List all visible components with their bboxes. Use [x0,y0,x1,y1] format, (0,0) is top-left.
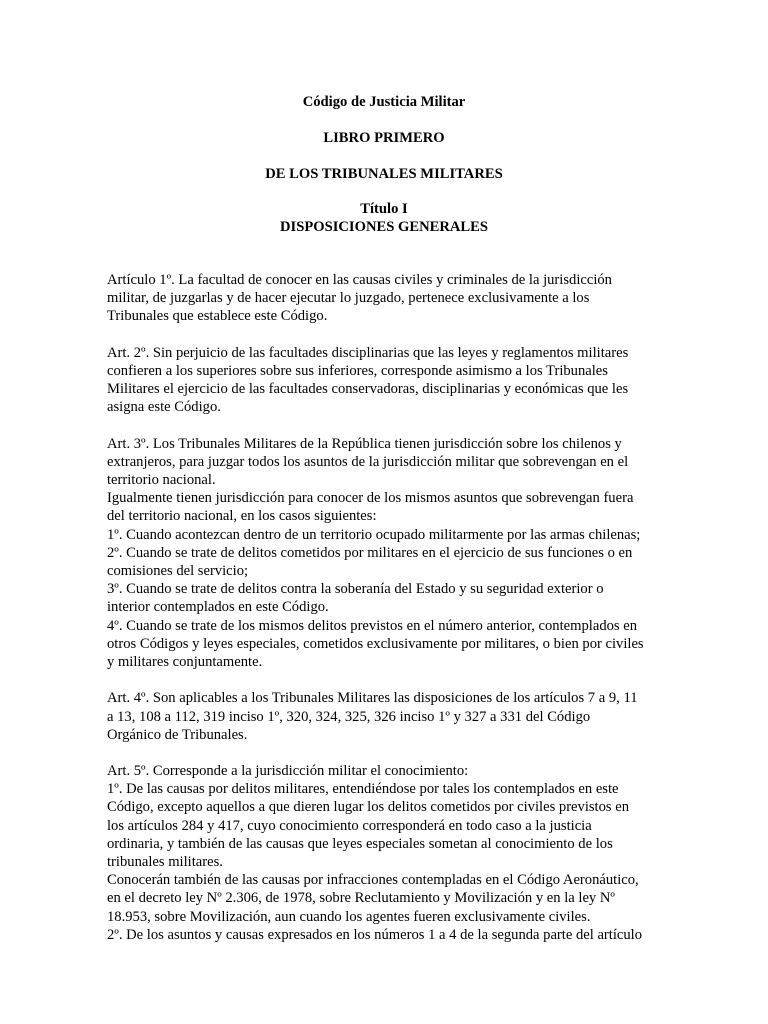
article-3 [107,435,667,671]
text-line: los artículos 284 y 417, cuyo conocimiento corresponderá en todo caso a la justicia [107,817,592,834]
text-line: y militares conjuntamente. [107,653,263,670]
text-line: interior contemplados en este Código. [107,599,329,616]
text-line: otros Códigos y leyes especiales, cometidos exclusivamente por militares, o bien por civiles [107,635,644,652]
text-line: del territorio nacional, en los casos siguientes: [107,508,377,525]
text-line: ordinaria, y también de las causas que leyes especiales sometan al conocimiento de los [107,835,613,852]
text-line: Igualmente tienen jurisdicción para conocer de los mismos asuntos que sobrevengan fuera [107,490,634,507]
book-number: LIBRO PRIMERO [323,130,445,146]
text-line: Art. 4º. Son aplicables a los Tribunales Militares las disposiciones de los artículos 7 a 9, 11 [107,690,638,707]
text-line: 4º. Cuando se trate de los mismos delitos previstos en el número anterior, contemplados en [107,617,638,634]
text-line: Código, excepto aquellos a que dieren lugar los delitos cometidos por civiles previstos en [107,799,630,816]
text-line: 2º. De los asuntos y causas expresados en los números 1 a 4 de la segunda parte del artículo [107,926,643,943]
book-title: DE LOS TRIBUNALES MILITARES [265,166,503,182]
text-line: confieren a los superiores sobre sus inferiores, corresponde asimismo a los Tribunales [107,362,608,379]
text-line: extranjeros, para juzgar todos los asuntos de la jurisdicción militar que sobrevengan en el [107,453,629,470]
text-line: Orgánico de Tribunales. [107,726,248,743]
text-line: Conocerán también de las causas por infracciones contempladas en el Código Aeronáutico, [107,872,639,889]
text-line: 1º. Cuando acontezcan dentro de un territorio ocupado militarmente por las armas chilenas; [107,526,641,543]
text-line: Militares el ejercicio de las facultades conservadoras, disciplinarias y económicas que les [107,381,629,398]
document-title: Código de Justicia Militar [302,94,466,110]
text-line: 2º. Cuando se trate de delitos cometidos por militares en el ejercicio de sus funciones o en [107,544,633,561]
article-2 [107,344,667,417]
article-1 [107,271,667,326]
text-line: Art. 5º. Corresponde a la jurisdicción militar el conocimiento: [107,763,469,780]
text-line: en el decreto ley Nº 2.306, de 1978, sobre Reclutamiento y Movilización y en la ley Nº [107,890,615,907]
text-line: 3º. Cuando se trate de delitos contra la soberanía del Estado y su seguridad exterior o [107,581,604,598]
article-5 [107,762,667,944]
text-line: Artículo 1º. La facultad de conocer en las causas civiles y criminales de la jurisdicción [107,272,612,288]
title-number: Título I [360,201,408,217]
text-line: tribunales militares. [107,854,223,870]
article-4 [107,689,667,744]
document-body [107,271,667,944]
text-line: a 13, 108 a 112, 319 inciso 1º, 320, 324, 325, 326 inciso 1º y 327 a 331 del Código [107,708,591,725]
text-line: Art. 3º. Los Tribunales Militares de la República tienen jurisdicción sobre los chilenos y [107,435,622,452]
title-name: DISPOSICIONES GENERALES [279,219,489,235]
text-line: militar, de juzgarlas y de hacer ejecutar lo juzgado, pertenece exclusivamente a los [107,290,590,307]
text-line: Art. 2º. Sin perjuicio de las facultades disciplinarias que las leyes y reglamentos militares [107,344,629,361]
text-line: 1º. De las causas por delitos militares, entendiéndose por tales los contemplados en este [107,781,619,798]
text-line: Tribunales que establece este Código. [107,308,328,325]
text-line: territorio nacional. [107,472,216,489]
text-line: asigna este Código. [107,399,221,416]
text-line: comisiones del servicio; [107,563,249,579]
text-line: 18.953, sobre Movilización, aun cuando los agentes fueren exclusivamente civiles. [107,908,591,925]
